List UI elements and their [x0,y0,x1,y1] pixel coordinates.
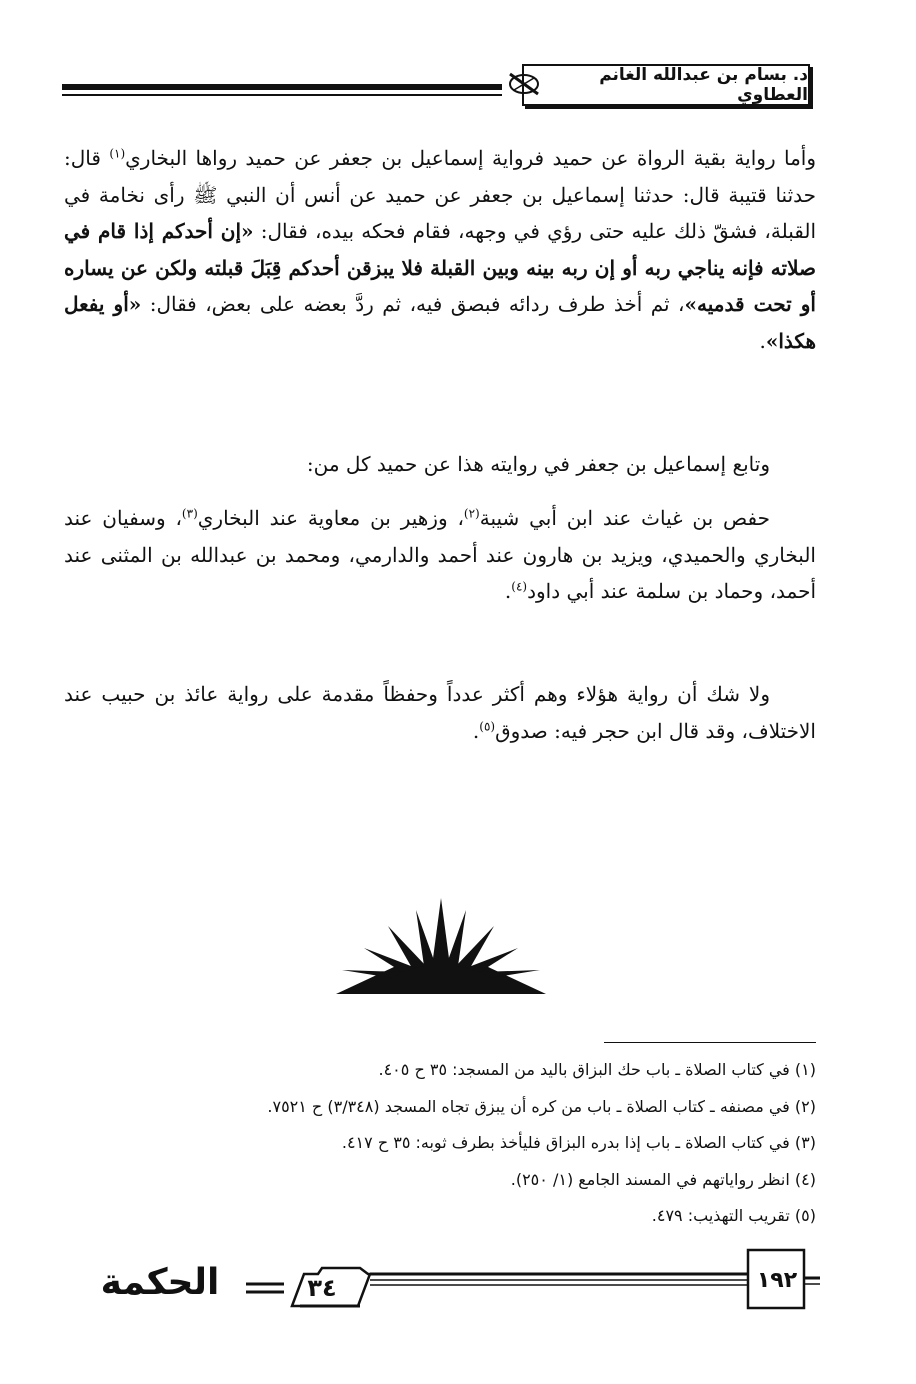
footnote-item: (٢) في مصنفه ـ كتاب الصلاة ـ باب من كره أن يبزق تجاه المسجد (٣/٣٤٨) ح ٧٥٢١. [267,1096,816,1116]
body-paragraph-3 [64,500,816,610]
body-paragraph-4 [64,676,816,749]
footnote-ref-4: (٤) [511,579,528,594]
footnote-ref-1: (١) [109,146,126,161]
issue-number: ٣٤ [307,1274,337,1302]
header-rule [62,76,502,106]
hadith-quote: «أو يفعل هكذا» [64,292,816,353]
text-segment: ، ثم أخذ طرف ردائه فبصق فيه، ثم ردَّ بعضه على بعض، فقال: [141,292,685,316]
text-segment: وأما رواية بقية الرواة عن حميد فرواية إسماعيل بن جعفر عن حميد رواها البخاري [125,146,817,170]
text-segment: . [759,328,766,353]
text-segment: قال: حدثنا قتيبة قال: حدثنا إسماعيل بن جعفر عن حميد عن أنس أن النبي ﷺ رأى نخامة في القبلة، فشقّ ذلك عليه حتى رؤي في وجهه، فقام فحكه بيده، فقال: [64,146,816,243]
sunburst-ornament [336,896,546,996]
footnote-item: (٥) تقريب التهذيب: ٤٧٩. [651,1206,816,1225]
journal-logo: الحكمة [100,1261,220,1303]
text-segment: . [472,718,480,743]
footnote-separator [604,1042,816,1043]
text-segment: ولا شك أن رواية هؤلاء وهم أكثر عدداً وحفظاً مقدمة على رواية عائذ بن حبيب عند الاختلاف، وقد قال ابن حجر فيه: صدوق [64,682,816,743]
text-segment: وتابع إسماعيل بن جعفر في روايته هذا عن حميد كل من: [306,452,770,476]
hadith-quote: «إن أحدكم إذا قام في صلاته فإنه يناجي ربه أو إن ربه بينه وبين القبلة فلا يبزقن أحدكم قِبَلَ قبلته ولكن عن يساره أو تحت قدميه» [64,219,816,316]
footnotes [64,1052,816,1235]
author-header [522,64,810,106]
page-number: ١٩٢ [756,1267,798,1293]
body-paragraph-1 [64,140,816,359]
body-paragraph-2 [64,446,816,483]
text-segment: ، وسفيان عند البخاري والحميدي، ويزيد بن هارون عند أحمد والدارمي، ومحمد بن عبدالله بن المثنى عند أحمد، وحماد بن سلمة عند أبي داود [64,506,816,603]
footnote-item: (١) في كتاب الصلاة ـ باب حك البزاق باليد من المسجد: ٣٥ ح ٤٠٥. [378,1060,816,1079]
footnote-ref-2: (٢) [463,506,480,521]
text-segment: . [504,579,512,603]
text-segment: ، وزهير بن معاوية عند البخاري [197,506,464,530]
text-segment: حفص بن غياث عند ابن أبي شيبة [479,506,770,530]
author-name: د. بسام بن عبدالله الغانم العطاوي [599,65,808,105]
footnote-item: (٣) في كتاب الصلاة ـ باب إذا بدره البزاق فليأخذ بطرف ثوبه: ٣٥ ح ٤١٧. [341,1133,816,1152]
footnote-item: (٤) انظر رواياتهم في المسند الجامع (١/ ٢٥٠). [510,1169,816,1189]
footnote-ref-5: (٥) [479,718,496,733]
footnote-ref-3: (٣) [181,506,198,521]
